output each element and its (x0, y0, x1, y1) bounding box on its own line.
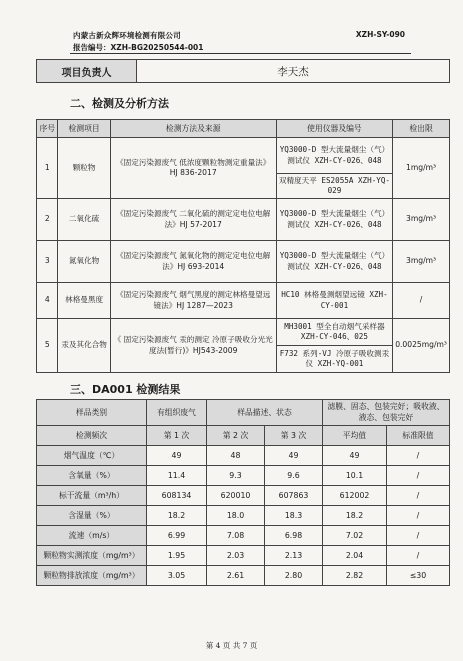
sample-type-value: 有组织废气 (147, 400, 207, 426)
result-param: 标干流量（m³/h） (37, 486, 147, 506)
instrument: HC10 林格曼测烟望远镜 XZH-CY-001 (276, 283, 392, 319)
result-value: 3.05 (147, 566, 207, 586)
test-item: 林格曼黑度 (58, 283, 110, 319)
result-value: 49 (323, 446, 387, 466)
project-lead-table (36, 59, 450, 83)
freq-label: 检测频次 (37, 426, 147, 446)
result-row (37, 486, 450, 506)
col-header: 检出限 (393, 120, 450, 138)
row-number: 2 (37, 199, 58, 241)
result-value: 2.03 (207, 546, 265, 566)
instrument: F732 系列-VJ 冷原子吸收测汞仪 XZH-YQ-001 (276, 346, 392, 373)
result-value: 608134 (147, 486, 207, 506)
instrument: 双精度天平 ES2055A XZH-YQ-029 (276, 174, 392, 199)
result-value: 9.6 (265, 466, 323, 486)
col-header: 检测方法及来源 (110, 120, 276, 138)
sample-desc-label: 样品描述、状态 (207, 400, 323, 426)
result-value: 612002 (323, 486, 387, 506)
freq-col: 平均值 (323, 426, 387, 446)
result-row (37, 566, 450, 586)
row-number: 1 (37, 138, 58, 199)
result-value: 9.3 (207, 466, 265, 486)
detection-limit: 0.0025mg/m³ (393, 319, 450, 373)
result-param: 颗粒物排放浓度（mg/m³） (37, 566, 147, 586)
test-item: 颗粒物 (58, 138, 110, 199)
test-method: 《固定污染源废气 氮氧化物的测定定电位电解法》HJ 693-2014 (110, 241, 276, 283)
result-param: 流速（m/s） (37, 526, 147, 546)
result-value: 607863 (265, 486, 323, 506)
col-header: 序号 (37, 120, 58, 138)
result-value: 1.95 (147, 546, 207, 566)
detection-limit: 3mg/m³ (393, 199, 450, 241)
test-method: 《固定污染源废气 烟气黑度的测定林格曼望远镜法》HJ 1287—2023 (110, 283, 276, 319)
result-value: 2.80 (265, 566, 323, 586)
row-number: 3 (37, 241, 58, 283)
result-row (37, 506, 450, 526)
result-value: 2.04 (323, 546, 387, 566)
result-value: 7.02 (323, 526, 387, 546)
result-value: / (387, 506, 450, 526)
row-number: 4 (37, 283, 58, 319)
result-value: 49 (265, 446, 323, 466)
result-value: 2.13 (265, 546, 323, 566)
result-row (37, 526, 450, 546)
test-item: 汞及其化合物 (58, 319, 110, 373)
header-divider (70, 53, 411, 54)
result-value: 620010 (207, 486, 265, 506)
document-code: XZH-SY-090 (355, 30, 405, 39)
instrument: YQ3000-D 型大流量烟尘（气）测试仪 XZH-CY-026、048 (276, 138, 392, 174)
test-item: 二氧化硫 (58, 199, 110, 241)
methods-table (36, 119, 450, 373)
result-row (37, 546, 450, 566)
result-value: 11.4 (147, 466, 207, 486)
report-number: 报告编号：XZH-BG20250544-001 (73, 43, 204, 52)
result-value: 18.2 (147, 506, 207, 526)
detection-limit: 1mg/m³ (393, 138, 450, 199)
detection-limit: 3mg/m³ (393, 241, 450, 283)
frequency-row (37, 426, 450, 446)
project-lead-label: 项目负责人 (37, 60, 137, 83)
result-row (37, 466, 450, 486)
test-item: 氮氧化物 (58, 241, 110, 283)
test-method: 《 固定污染源废气 汞的测定 冷原子吸收分光光度法(暂行)》HJ543-2009 (110, 319, 276, 373)
col-header: 使用仪器及编号 (276, 120, 392, 138)
freq-col: 第 1 次 (147, 426, 207, 446)
sample-desc-value: 滤膜、固态、包装完好；吸收液、液态、包装完好 (323, 400, 450, 426)
col-header: 检测项目 (58, 120, 110, 138)
result-value: / (387, 546, 450, 566)
section-results-title: 三、DA001 检测结果 (70, 383, 181, 396)
method-row (37, 199, 450, 241)
result-value: 18.2 (323, 506, 387, 526)
result-value: / (387, 486, 450, 506)
result-value: 2.82 (323, 566, 387, 586)
result-value: / (387, 466, 450, 486)
result-row (37, 446, 450, 466)
method-row (37, 283, 450, 319)
results-table (36, 399, 450, 586)
freq-col: 第 3 次 (265, 426, 323, 446)
result-param: 烟气温度（℃） (37, 446, 147, 466)
project-lead-name: 李天杰 (137, 60, 450, 83)
result-value: / (387, 446, 450, 466)
freq-col: 标准限值 (387, 426, 450, 446)
result-value: 18.3 (265, 506, 323, 526)
row-number: 5 (37, 319, 58, 373)
instrument: YQ3000-D 型大流量烟尘（气）测试仪 XZH-CY-026、048 (276, 241, 392, 283)
method-row (37, 319, 450, 346)
result-value: 48 (207, 446, 265, 466)
instrument: YQ3000-D 型大流量烟尘（气）测试仪 XZH-CY-026、048 (276, 199, 392, 241)
methods-header-row (37, 120, 450, 138)
method-row (37, 138, 450, 174)
result-value: 6.99 (147, 526, 207, 546)
detection-limit: / (393, 283, 450, 319)
result-param: 含湿量（%） (37, 506, 147, 526)
result-param: 颗粒物实测浓度（mg/m³） (37, 546, 147, 566)
instrument: MH3001 型全自动烟气采样器 XZH-CY-046、025 (276, 319, 392, 346)
test-method: 《固定污染源废气 低浓度颗粒物测定重量法》HJ 836-2017 (110, 138, 276, 199)
result-value: / (387, 526, 450, 546)
section-methods-title: 二、检测及分析方法 (70, 97, 169, 110)
page-number: 第 4 页 共 7 页 (205, 641, 258, 650)
result-value: 2.61 (207, 566, 265, 586)
result-value: 49 (147, 446, 207, 466)
test-method: 《固定污染源废气 二氧化硫的测定定电位电解法》HJ 57-2017 (110, 199, 276, 241)
sample-type-label: 样品类别 (37, 400, 147, 426)
result-value: 6.98 (265, 526, 323, 546)
company-name: 内蒙古新众辉环境检测有限公司 (73, 31, 181, 40)
freq-col: 第 2 次 (207, 426, 265, 446)
result-value: 10.1 (323, 466, 387, 486)
method-row (37, 241, 450, 283)
result-value: ≤30 (387, 566, 450, 586)
result-value: 18.0 (207, 506, 265, 526)
result-param: 含氧量（%） (37, 466, 147, 486)
result-value: 7.08 (207, 526, 265, 546)
sample-info-row (37, 400, 450, 426)
